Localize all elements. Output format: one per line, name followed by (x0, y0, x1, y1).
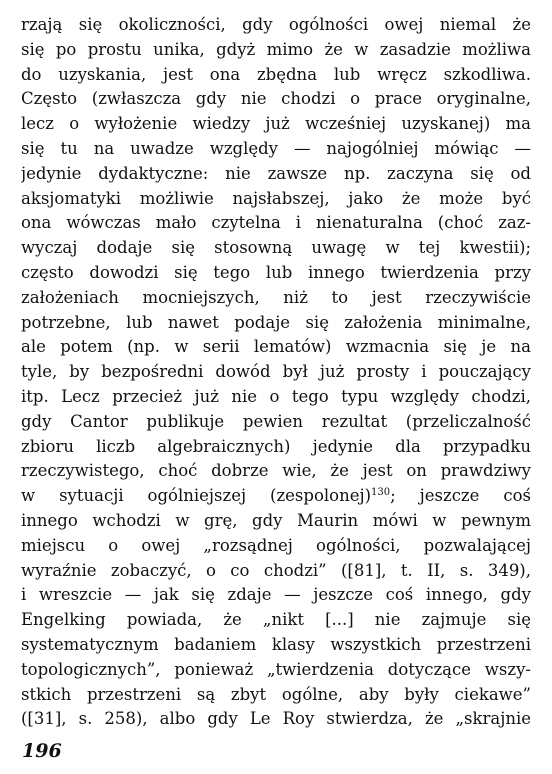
text-fragment: ; jeszcze coś (390, 486, 531, 506)
text-line: Często (zwłaszcza gdy nie chodzi o prace oryginalne, (21, 89, 531, 109)
text-line: często dowodzi się tego lub innego twierdzenia przy (21, 262, 531, 282)
text-line: rzeczywistego, choć dobrze wie, że jest on prawdziwy (21, 461, 531, 481)
page-body (21, 13, 531, 732)
text-line: lecz o wyłożenie wiedzy już wcześniej uzyskanej) ma (21, 114, 531, 134)
text-line: stkich przestrzeni są zbyt ogólne, aby były ciekawe” (21, 684, 531, 704)
footnote-reference[interactable]: 130 (371, 487, 391, 499)
text-line: ona wówczas mało czytelna i nienaturalna (choć zaz- (21, 213, 531, 233)
text-line: zbioru liczb algebraicznych) jedynie dla przypadku (21, 436, 531, 456)
text-line: wyraźnie zobaczyć, o co chodzi” ([81], t. II, s. 349), (21, 560, 531, 580)
text-line: potrzebne, lub nawet podaje się założenia minimalne, (21, 312, 531, 332)
text-line: gdy Cantor publikuje pewien rezultat (przeliczalność (21, 411, 531, 431)
text-line: innego wchodzi w grę, gdy Maurin mówi w pewnym (21, 510, 531, 530)
text-line: założeniach mocniejszych, niż to jest rzeczywiście (21, 287, 531, 307)
text-line: ([31], s. 258), albo gdy Le Roy stwierdza, że „skrajnie (21, 709, 531, 729)
text-line-with-footnote (21, 484, 531, 509)
text-line: aksjomatyki możliwie najsłabszej, jako że może być (21, 188, 531, 208)
text-line: wyczaj dodaje się stosowną uwagę w tej kwestii); (21, 238, 531, 258)
text-line: i wreszcie — jak się zdaje — jeszcze coś innego, gdy (21, 585, 531, 605)
text-line: do uzyskania, jest ona zbędna lub wręcz szkodliwa. (21, 64, 531, 84)
text-line: ale potem (np. w serii lematów) wzmacnia się je na (21, 337, 531, 357)
text-line: miejscu o owej „rozsądnej ogólności, pozwalającej (21, 535, 531, 555)
text-line: tyle, by bezpośredni dowód był już prosty i pouczający (21, 362, 531, 382)
text-fragment: w sytuacji ogólniejszej (zespolonej) (21, 486, 372, 506)
text-line: się po prostu unika, gdyż mimo że w zasadzie możliwa (21, 39, 531, 59)
text-line: jedynie dydaktyczne: nie zawsze np. zaczyna się od (21, 163, 531, 183)
text-line: się tu na uwadze względy — najogólniej mówiąc — (21, 138, 531, 158)
text-line: Engelking powiada, że „nikt [...] nie zajmuje się (21, 610, 531, 630)
page-number: 196 (22, 740, 62, 762)
text-line: topologicznych”, ponieważ „twierdzenia dotyczące wszy- (21, 659, 531, 679)
text-line: itp. Lecz przecież już nie o tego typu względy chodzi, (21, 386, 531, 406)
text-line: rzają się okoliczności, gdy ogólności owej niemal że (21, 15, 531, 34)
text-line: systematycznym badaniem klasy wszystkich przestrzeni (21, 634, 531, 654)
